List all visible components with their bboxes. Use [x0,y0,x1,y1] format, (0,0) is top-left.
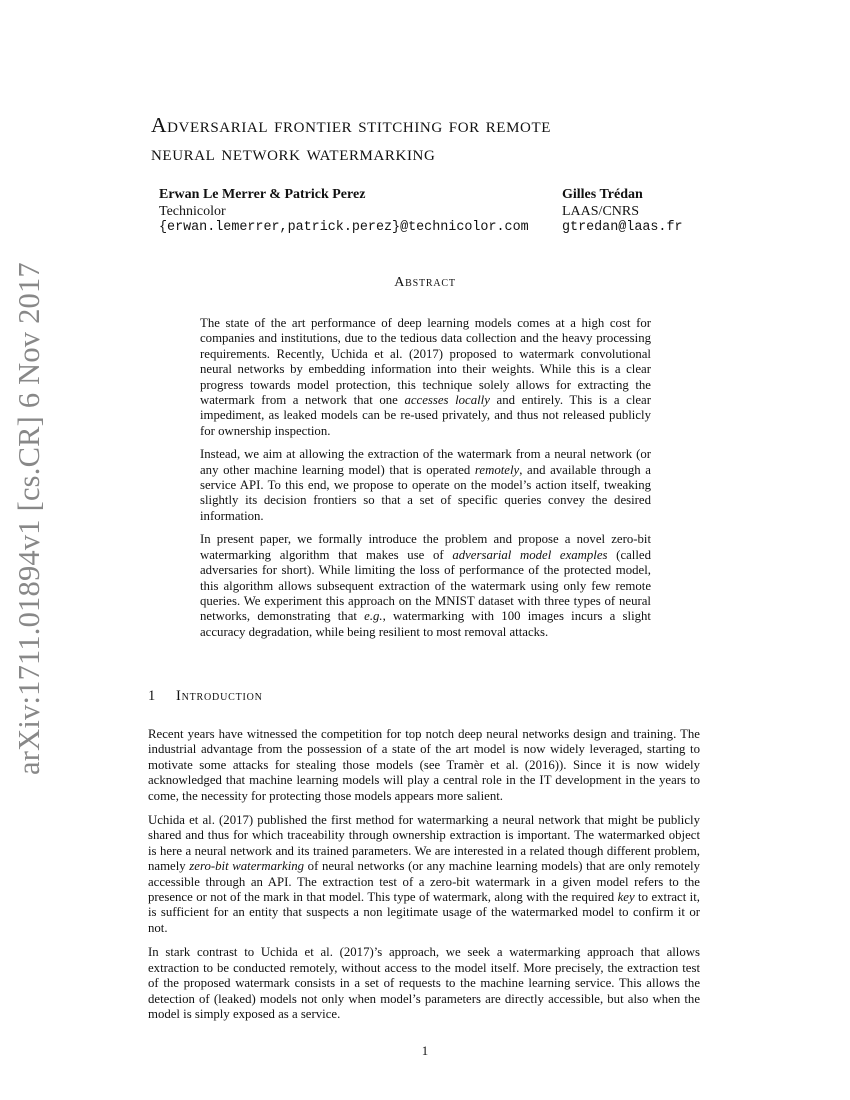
author-affiliation: Technicolor [159,203,226,219]
paper-title [151,111,711,167]
author-affiliation: LAAS/CNRS [562,203,640,219]
title-line-1: Adversarial frontier stitching for remote [151,113,551,137]
body-paragraph: Recent years have witnessed the competition for top notch deep neural networks design and training. The industrial advantage from the possession of a state of the art model is now widely leveraged, starting to motivate some attacks for stealing those models (see Tramèr et al. (2016)). Since it is now widely acknowledged that machine learning models will play a central role in the IT development in the years to come, the necessity for protecting those models appears more salient. [148,727,700,803]
author-email[interactable]: {erwan.lemerrer,patrick.perez}@technicolor.com [159,220,529,235]
abstract-heading: Abstract [394,275,456,290]
section-title: Introduction [176,688,263,704]
author-block-2 [562,187,683,237]
page-number: 1 [421,1044,429,1058]
introduction-body [148,727,700,1031]
title-line-2: neural network watermarking [151,141,436,165]
arxiv-identifier-stamp[interactable]: arXiv:1711.01894v1 [cs.CR] 6 Nov 2017 [12,262,46,775]
author-names: Gilles Trédan [562,187,643,202]
body-paragraph: Uchida et al. (2017) published the first method for watermarking a neural network that might be publicly shared and thus for which traceability through ownership extraction is important. The watermarked object is here a neural network and its trained parameters. We are interested in a related though different problem, namely zero-bit watermarking of neural networks (or any machine learning models) that are only remotely accessible through an API. The extraction test of a zero-bit watermark in a given model refers to the presence or not of the mark in that model. This type of watermark, along with the required key to extract it, is sufficient for an entity that suspects a non legitimate usage of the watermarked model to confirm it or not. [148,813,700,935]
abstract-paragraph: Instead, we aim at allowing the extraction of the watermark from a neural network (or any other machine learning model) that is operated remotely, and available through a service API. To this end, we propose to operate on the model’s action itself, tweaking slightly its decision frontiers so that a set of specific queries convey the desired information. [200,447,651,523]
abstract-body [200,316,651,648]
section-number: 1 [148,688,156,704]
body-paragraph: In stark contrast to Uchida et al. (2017)’s approach, we seek a watermarking approach that allows extraction to be conducted remotely, without access to the model itself. More precisely, the extraction test of the proposed watermark consists in a set of requests to the machine learning service. This allows the detection of (leaked) models not only when model’s parameters are directly accessible, but also when the model is simply exposed as a service. [148,945,700,1021]
author-names: Erwan Le Merrer & Patrick Perez [159,187,366,202]
author-block-1 [159,187,529,237]
abstract-paragraph: The state of the art performance of deep learning models comes at a high cost for companies and institutions, due to the tedious data collection and the heavy processing requirements. Recently, Uchida et al. (2017) proposed to watermark convolutional neural networks by embedding information into their weights. While this is a clear progress towards model protection, this technique solely allows for extracting the watermark from a network that one accesses locally and entirely. This is a clear impediment, as leaked models can be re-used privately, and thus not released publicly for ownership inspection. [200,316,652,438]
author-email[interactable]: gtredan@laas.fr [562,220,683,235]
abstract-paragraph: In present paper, we formally introduce the problem and propose a novel zero-bit watermarking algorithm that makes use of adversarial model examples (called adversaries for short). While limiting the loss of performance of the protected model, this algorithm allows subsequent extraction of the watermark using only few remote queries. We experiment this approach on the MNIST dataset with three types of neural networks, demonstrating that e.g., watermarking with 100 images incurs a slight accuracy degradation, while being resilient to most removal attacks. [200,532,651,639]
section-heading-introduction [148,688,263,705]
